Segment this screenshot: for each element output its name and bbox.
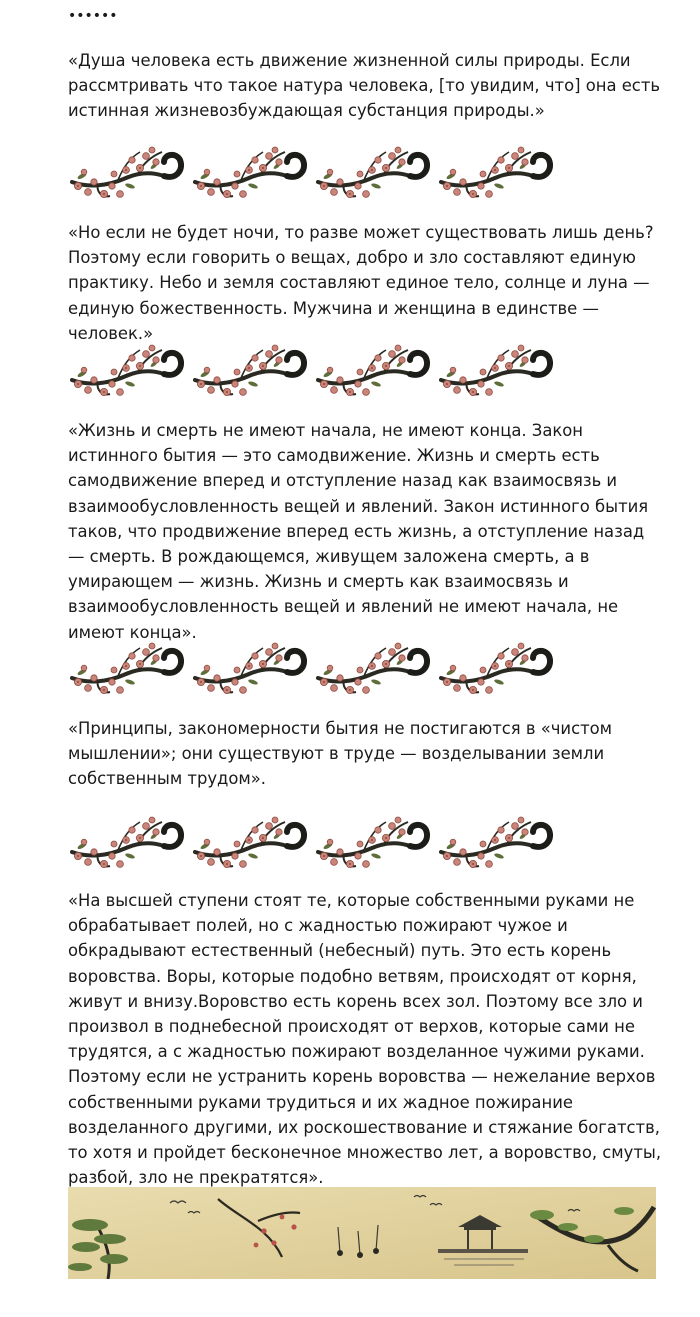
quote-paragraph-5: «На высшей ступени стоят те, которые собственными руками не обрабатывает полей, но с жадностью пожирают чужое и обкрадывают естественный (небесный) путь. Это есть корень воровства. Воры, которые подобно ветвям, происходят от корня, живут и внизу.Воровство есть корень всех зол. Поэтому все зло и произвол в поднебесной происходят от верхов, которые сами не трудятся, а с жадностью пожирают возделанное чужими руками. Поэтому если не устранить корень воровства — нежелание верхов собственными руками трудиться и их жадное пожирание возделанного другими, их роскошествование и стяжание богатств, то хотя и пройдет бесконечное множество лет, а воровство, смуты, разбой, зло не прекратятся». xyxy=(68,891,662,1188)
blossom-divider-2 xyxy=(68,342,560,400)
quote-paragraph-3: «Жизнь и смерть не имеют начала, не имеют конца. Закон истинного бытия — это самодвижение. Жизнь и смерть есть самодвижение вперед и отступление назад как взаимосвязь и взаимообусловленность вещей и явлений. Закон истинного бытия таков, что продвижение вперед есть жизнь, а отступление назад — смерть. В рождающемся, живущем заложена смерть, а в умирающем — жизнь. Жизнь и смерть как взаимосвязь и взаимообусловленность вещей и явлений не имеют начала, не имеют конца». xyxy=(68,421,649,642)
blossom-divider-1 xyxy=(68,144,560,202)
blossom-divider-4 xyxy=(68,814,560,872)
quote-paragraph-2: «Но если не будет ночи, то разве может существовать лишь день? Поэтому если говорить о вещах, добро и зло составляют единую практику. Небо и земля составляют единое тело, солнце и луна — единую божественность. Мужчина и женщина в единстве — человек.» xyxy=(68,223,654,343)
blossom-divider-3 xyxy=(68,640,560,698)
landscape-banner-image xyxy=(68,1187,656,1279)
quote-paragraph-1: «Душа человека есть движение жизненной силы природы. Если рассмтривать что такое натура человека, [то увидим, что] она есть истинная жизневозбуждающая субстанция природы.» xyxy=(68,51,661,121)
quote-paragraph-4: «Принципы, закономерности бытия не постигаются в «чистом мышлении»; они существуют в труде — возделывании земли собственным трудом». xyxy=(68,719,613,789)
header-dots: •••••• xyxy=(68,8,118,24)
